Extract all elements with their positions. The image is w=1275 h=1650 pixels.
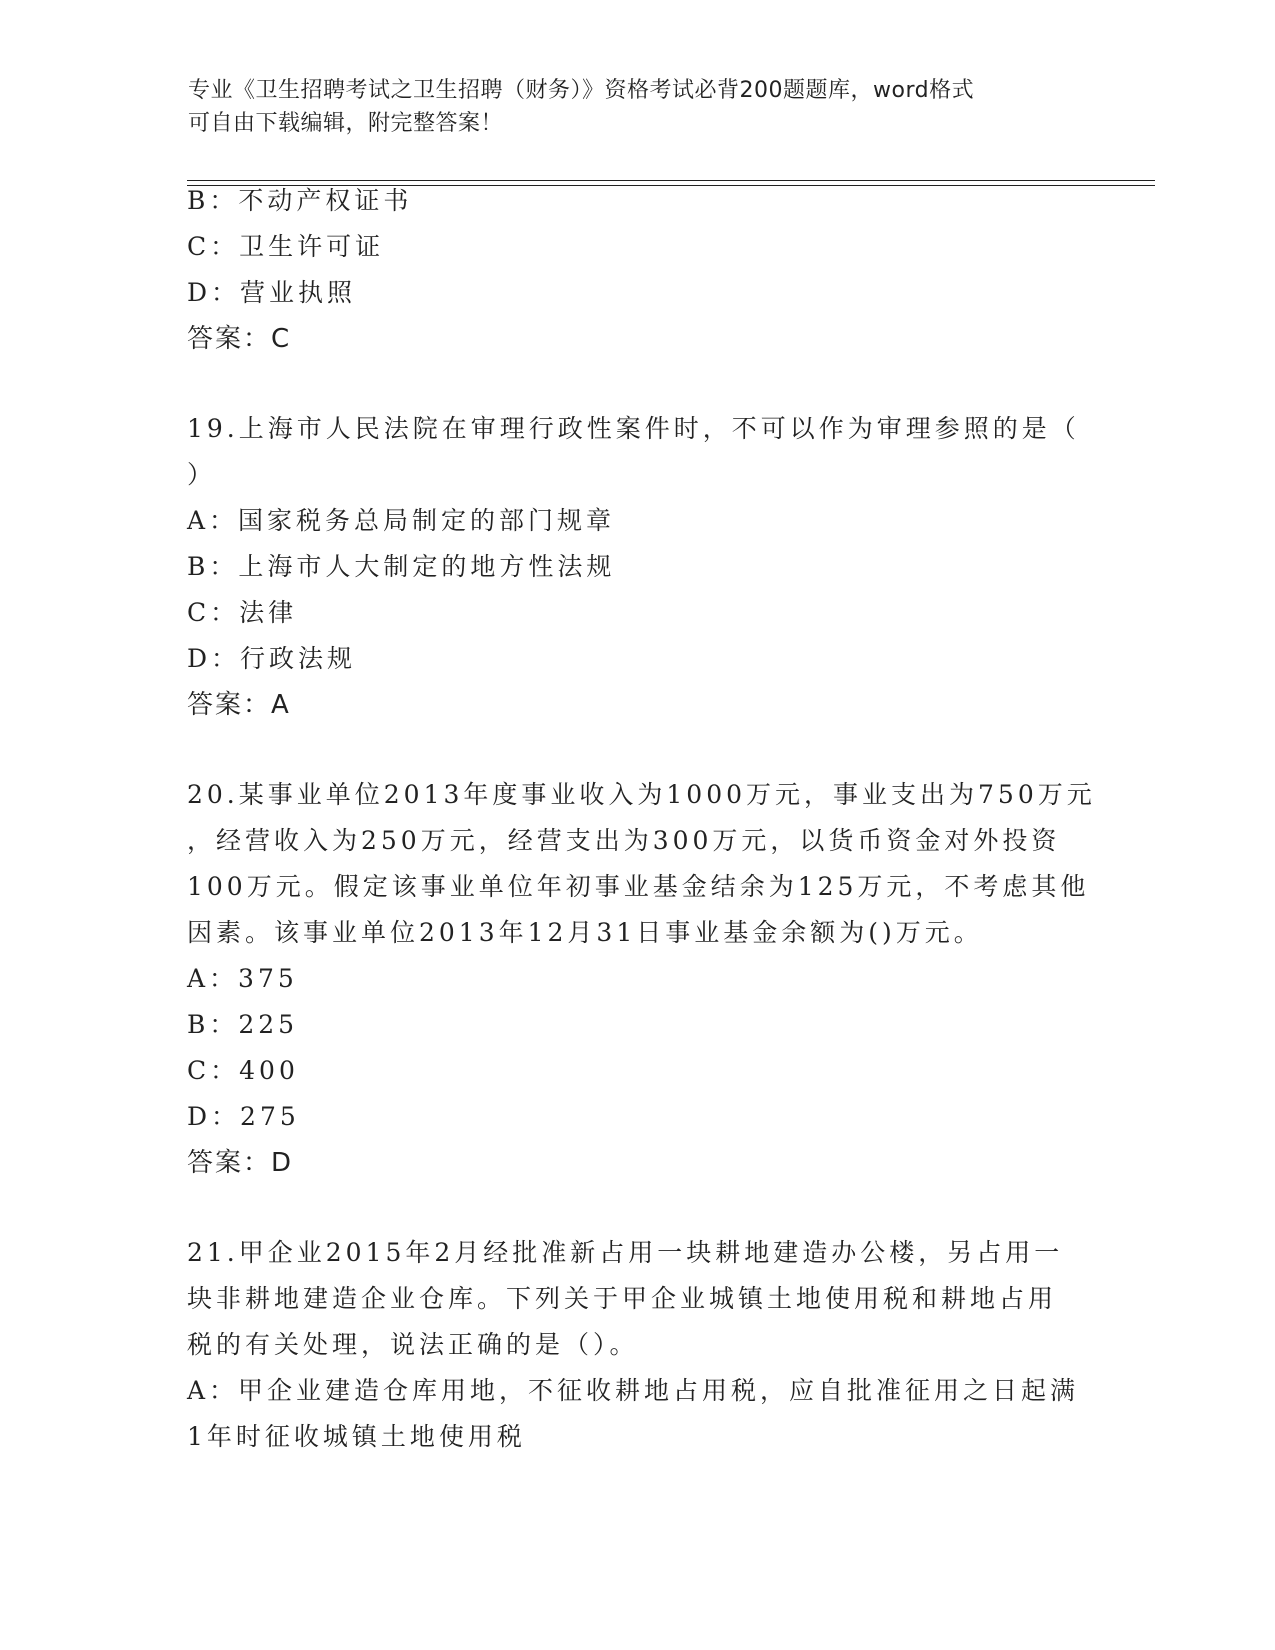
q19-answer: 答案：A [187,690,291,720]
q18-option-b: B：不动产权证书 [187,186,413,215]
q20-answer: 答案：D [187,1148,294,1178]
q21-option-a-line-2: 1年时征收城镇土地使用税 [187,1422,526,1451]
header-line-1: 专业《卫生招聘考试之卫生招聘（财务）》资格考试必背200题题库，word格式 [188,78,975,103]
question-21-block [187,1230,1087,1460]
q19-option-d: D：行政法规 [187,644,357,673]
q18-option-c: C：卫生许可证 [187,232,385,261]
q21-stem-line-3: 税的有关处理，说法正确的是（）。 [187,1330,639,1359]
question-20-block [187,772,1096,1186]
document-header [188,74,1088,140]
q19-stem-line-2: ） [187,460,217,489]
q18-answer: 答案：C [187,324,292,354]
q19-option-a: A：国家税务总局制定的部门规章 [187,506,616,535]
q20-option-c: C：400 [187,1056,299,1085]
q18-option-d: D：营业执照 [187,278,357,307]
question-18-block [187,178,1087,362]
q21-option-a-line-1: A：甲企业建造仓库用地，不征收耕地占用税，应自批准征用之日起满 [187,1376,1080,1405]
q20-option-a: A：375 [187,964,298,993]
document-body [187,178,1096,1460]
q20-stem-line-3: 100万元。假定该事业单位年初事业基金结余为125万元，不考虑其他 [187,872,1090,901]
q20-stem-line-2: ，经营收入为250万元，经营支出为300万元，以货币资金对外投资 [187,826,1061,855]
q19-stem-line-1: 19.上海市人民法院在审理行政性案件时，不可以作为审理参照的是（ [187,414,1080,443]
spacer [187,1186,1087,1230]
q20-option-b: B：225 [187,1010,299,1039]
question-19-block [187,406,1087,728]
q20-stem-line-1: 20.某事业单位2013年度事业收入为1000万元，事业支出为750万元 [187,780,1096,809]
q19-option-b: B：上海市人大制定的地方性法规 [187,552,616,581]
spacer [187,728,1087,772]
q21-stem-line-2: 块非耕地建造企业仓库。下列关于甲企业城镇土地使用税和耕地占用 [187,1284,1058,1313]
q19-option-c: C：法律 [187,598,298,627]
q21-stem-line-1: 21.甲企业2015年2月经批准新占用一块耕地建造办公楼，另占用一 [187,1238,1064,1267]
header-line-2: 可自由下载编辑，附完整答案！ [188,111,504,136]
q20-stem-line-4: 因素。该事业单位2013年12月31日事业基金余额为()万元。 [187,918,983,947]
q20-option-d: D：275 [187,1102,300,1131]
spacer [187,362,1087,406]
